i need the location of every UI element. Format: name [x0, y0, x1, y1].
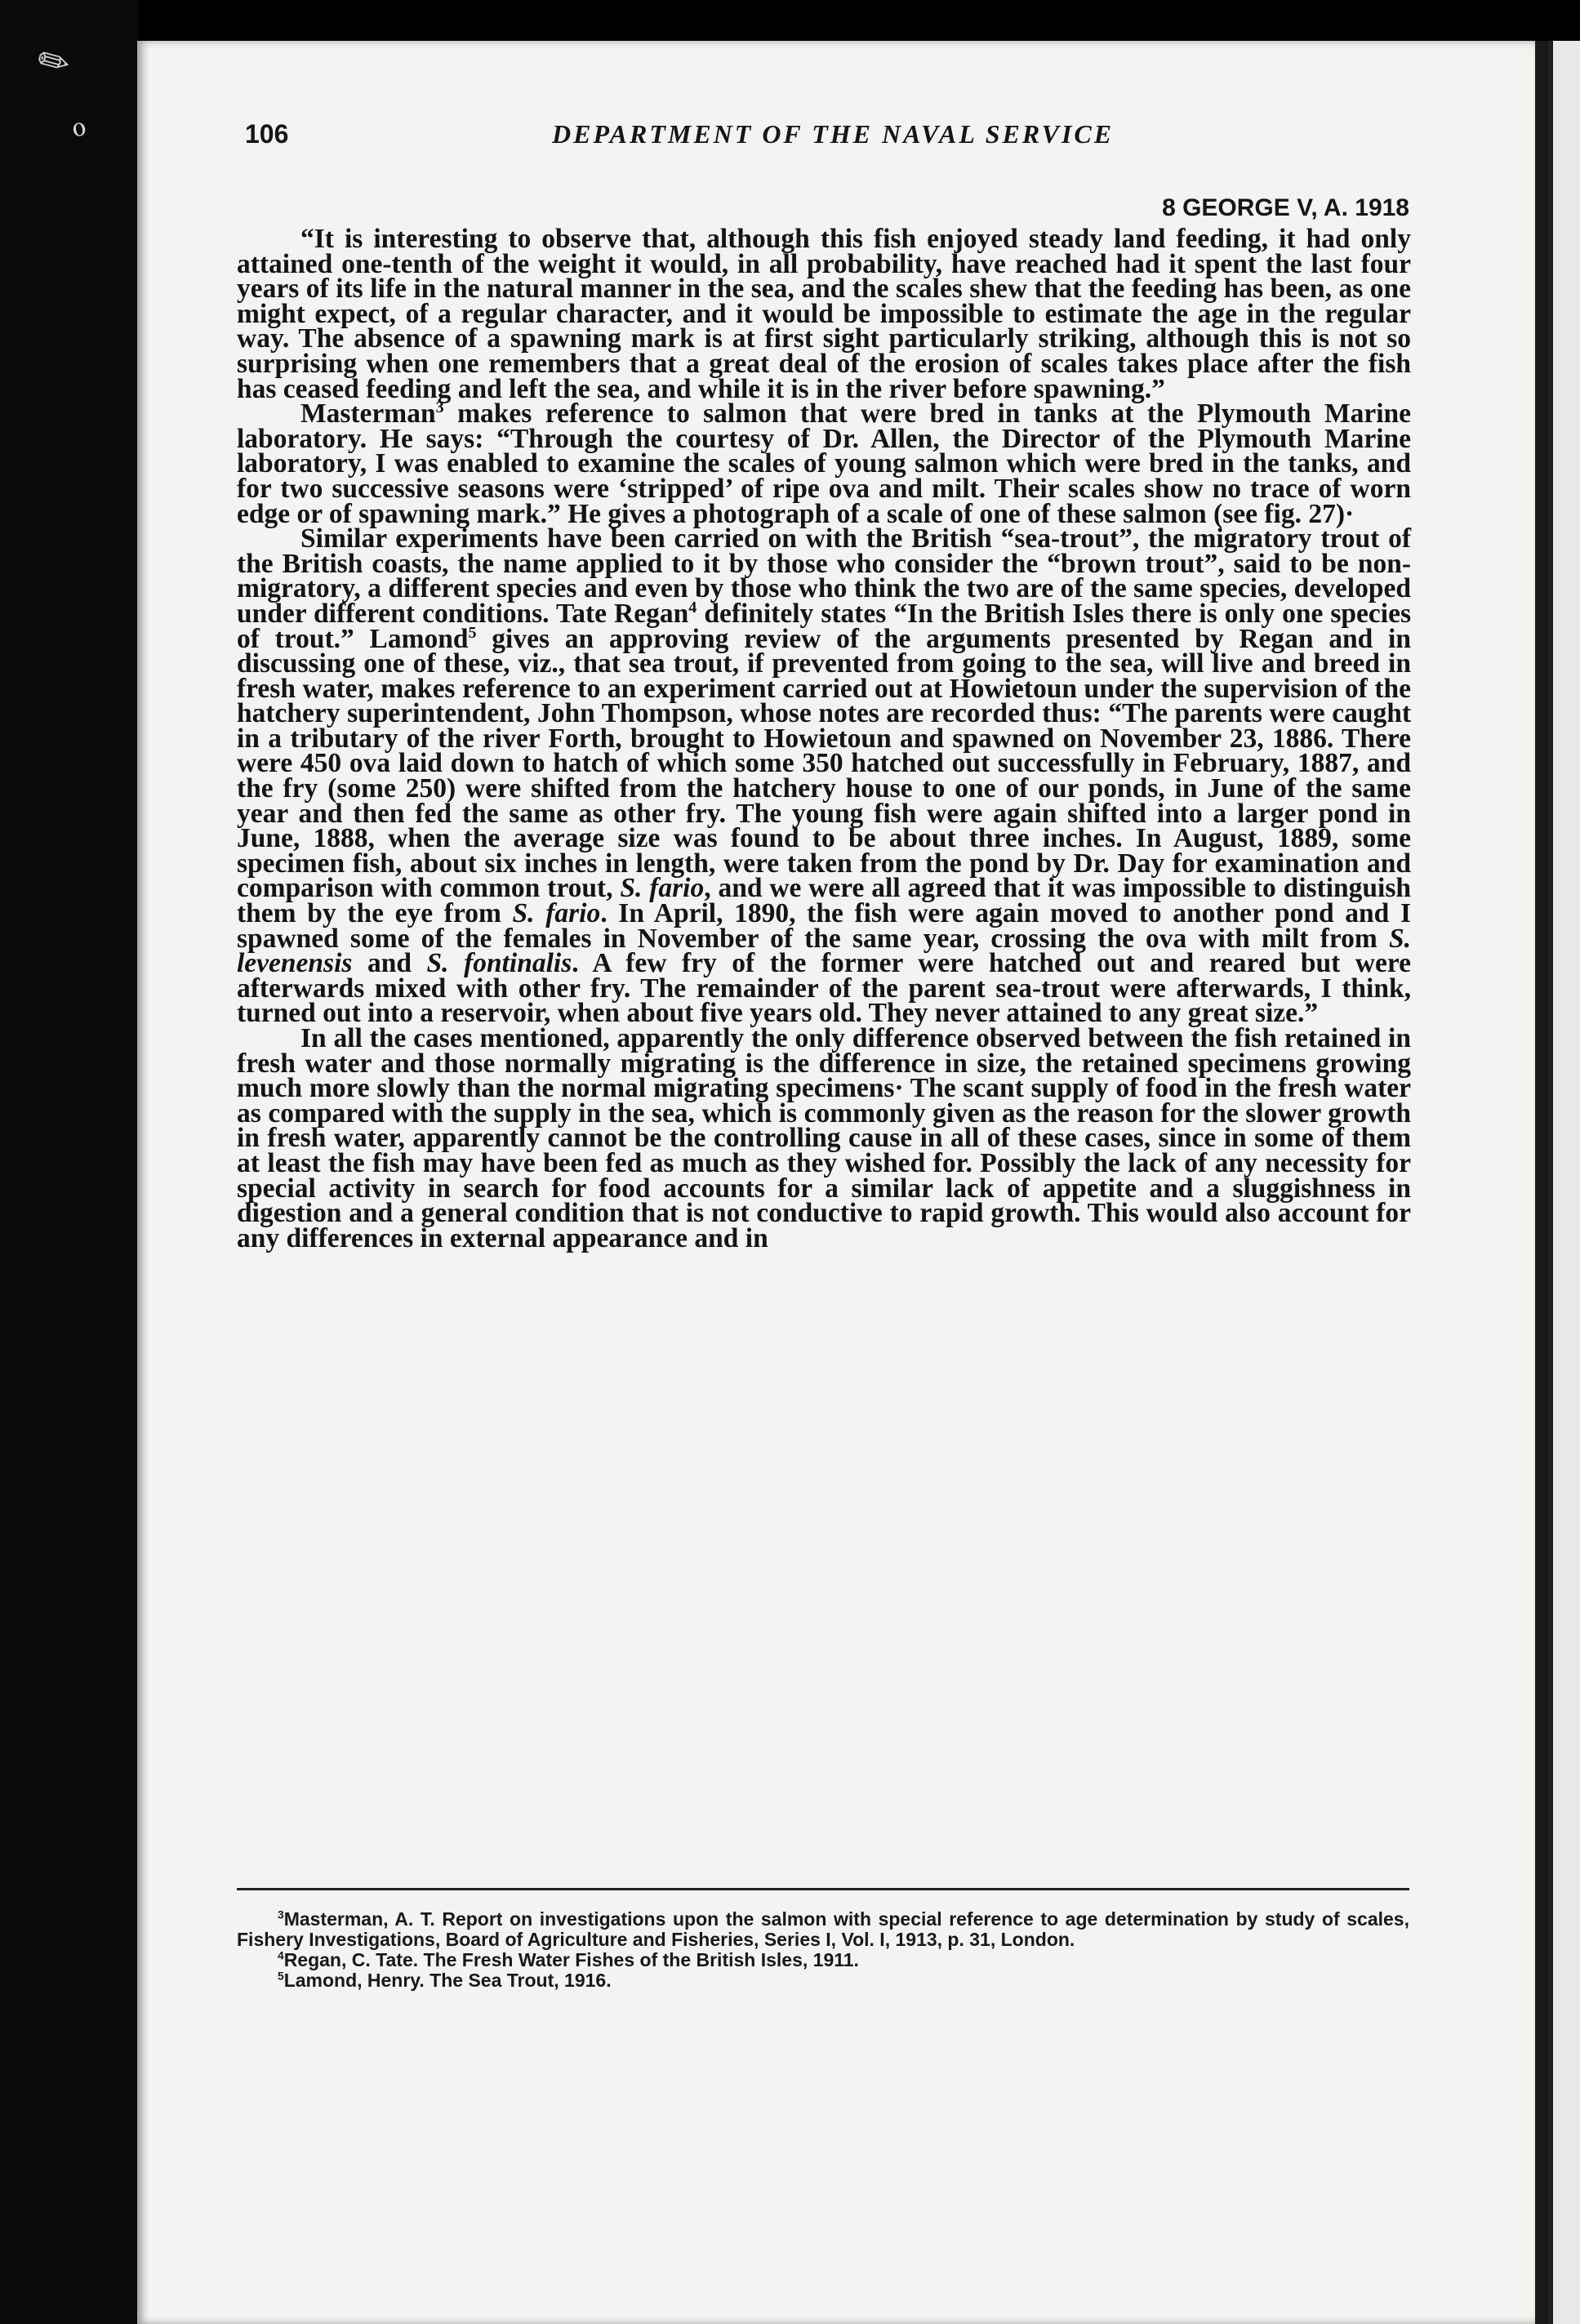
footnotes — [237, 1909, 1409, 1991]
species-name: S. fario — [620, 873, 705, 904]
author-name: Masterman — [300, 398, 436, 430]
paragraph-3 — [237, 523, 1412, 1029]
paragraph-text: definitely states “In the British Isles there is only one species of trout.” Lamond — [237, 598, 1412, 654]
footnote-ref: 5 — [468, 623, 477, 642]
footnote-text: Regan, C. Tate. The Fresh Water Fishes of the British Isles, 1911. — [283, 1949, 859, 1970]
paragraph-1: “It is interesting to observe that, although this fish enjoyed steady land feeding, it had only attained one-tenth of the weight it would, in all probability, have reached had it spent the last four years of its life in the natural manner in the sea, and the scales shew that the feeding has been, as one might expect, of a regular character, and it would be impossible to estimate the age in the regular way. The absence of a spawning mark is at first sight particularly striking, although this is not so surprising when one remembers that a great deal of the erosion of scales takes place after the fish has ceased feeding and left the sea, and while it is in the river before spawning.” — [237, 224, 1411, 404]
footnote-number: 3 — [278, 1908, 284, 1921]
page-number: 106 — [245, 119, 289, 149]
adjacent-page-edge — [1553, 41, 1580, 2324]
paragraph-text: . A few fry of the former were hatched out and reared but were afterwards mixed with other fry. The remainder of the parent sea-trout were afterwards, I think, turned out into a reservoir, when about five years old. They never attained to any great size.” — [237, 948, 1411, 1029]
paragraph-text: gives an approving review of the arguments presented by Regan and in discussing one of these, viz., that sea trout, if prevented from going to the sea, will live and breed in fresh water, makes reference to an experiment carried out at Howietoun under the supervision of the hatchery superintendent, John Thompson, whose notes are recorded thus: “The parents were caught in a tributary of the river Forth, brought to Howietoun and spawned on November 23, 1886. There were 450 ova laid down to hatch of which some 350 hatched out successfully in February, 1887, and the fry (some 250) were shifted from the hatchery house to one of our ponds, in June of the same year and then fed the same as other fry. The young fish were again shifted into a larger pond in June, 1888, when the average size was found to be about three inches. In August, 1889, some specimen fish, about six inches in length, were taken from the pond by Dr. Day for examination and comparison with common trout, — [237, 623, 1411, 904]
footnote-number: 4 — [278, 1949, 284, 1962]
session-line: 8 GEORGE V, A. 1918 — [1162, 194, 1409, 221]
paragraph-text: and — [352, 948, 427, 979]
footnote-divider — [237, 1888, 1409, 1890]
footnote-ref: 3 — [435, 398, 444, 416]
paragraph-text: makes reference to salmon that were bred in tanks at the Plymouth Marine laboratory. He says: “Through the courtesy of Dr. Allen, the Director of the Plymouth Marine laboratory, I was enabled to examine the scales of young salmon which were bred in the tanks, and for two successive seasons were ‘stripped’ of ripe ova and milt. Their scales show no trace of worn edge or of spawning mark.” He gives a photograph of a scale of one of these salmon (see fig. 27)· — [237, 398, 1411, 529]
paragraph-text: Similar experiments have been carried on with the British “sea-trout”, the migratory trout of the British coasts, the name applied to it by those who consider the “brown trout”, said to be non-migratory, a different species and even by those who think the two are of the same species, developed under different conditions. Tate Regan — [237, 523, 1411, 629]
footnote-text: Lamond, Henry. The Sea Trout, 1916. — [283, 1970, 612, 1991]
running-title: DEPARTMENT OF THE NAVAL SERVICE — [552, 119, 1115, 149]
page-header — [245, 119, 1411, 152]
scan-speck-mark-2: ℴ — [64, 105, 91, 145]
paragraph-4: In all the cases mentioned, apparently the only difference observed between the fish retained in fresh water and those normally migrating is the difference in size, the retained specimens growing much more slowly than the normal migrating specimens· The scant supply of food in the fresh water as compared with the supply in the sea, which is commonly given as the reason for the slower growth in fresh water, apparently cannot be the controlling cause in all of these cases, since in some of them at least the fish may have been fed as much as they wished for. Possibly the lack of any necessity for special activity in search for food accounts for a similar lack of appetite and a sluggishness in digestion and a general condition that is not conductive to rapid growth. This would also account for any differences in external appearance and in — [237, 1023, 1411, 1253]
paragraph-text: , and we were all agreed that it was impossible to distinguish them by the eye from — [237, 873, 1411, 929]
species-name: S. fario — [512, 898, 601, 929]
footnote-text: Masterman, A. T. Report on investigations upon the salmon with special reference to age determination by study of scales, Fishery Investigations, Board of Agriculture and Fisheries, Series I, Vol. I, 1913, p. 31, London. — [237, 1908, 1409, 1950]
footnote-3 — [237, 1909, 1409, 1950]
scan-speck-mark: ✎ — [29, 36, 78, 88]
footnote-4 — [237, 1950, 1409, 1970]
species-name: S. levenensis — [237, 923, 1411, 979]
footnote-number: 5 — [278, 1970, 284, 1983]
footnote-ref: 4 — [688, 598, 697, 617]
page-gutter-line — [1548, 41, 1551, 2324]
paragraph-text: . In April, 1890, the fish were again moved to another pond and I spawned some of the females in November of the same year, crossing the ova with milt from — [237, 898, 1411, 954]
scan-background-left — [0, 0, 139, 2324]
footnote-5 — [237, 1970, 1409, 1991]
species-name: S. fontinalis — [426, 948, 572, 979]
paragraph-2 — [237, 398, 1411, 529]
body-text — [237, 224, 1412, 1253]
